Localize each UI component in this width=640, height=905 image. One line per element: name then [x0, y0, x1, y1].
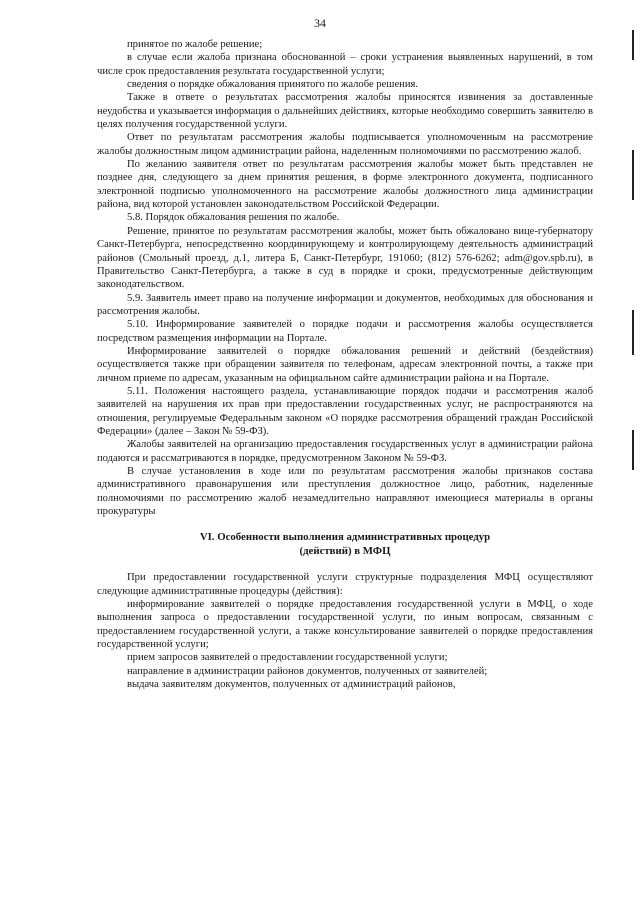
paragraph: 5.11. Положения настоящего раздела, устанавливающие порядок подачи и рассмотрения жалоб заявителей на нарушения их прав при предоставлении государственных услуг, не распространяются на отношения, регулируемые Федеральным законом «О порядке рассмотрения обращений граждан Российской Федерации» (далее – Закон № 59-ФЗ).: [97, 385, 593, 437]
paragraph: Ответ по результатам рассмотрения жалобы подписывается уполномоченным на рассмотрение жалобы должностным лицом администрации района, наделенным полномочиями по рассмотрению жалоб.: [97, 132, 593, 157]
scan-edge-mark: [632, 30, 634, 60]
paragraph: принятое по жалобе решение;: [127, 39, 263, 50]
paragraph: При предоставлении государственной услуги структурные подразделения МФЦ осуществляют следующие административные процедуры (действия):: [97, 572, 593, 597]
scan-edge-mark: [632, 310, 634, 355]
paragraph: 5.10. Информирование заявителей о порядке подачи и рассмотрения жалобы осуществляется посредством размещения информации на Портале.: [97, 319, 593, 344]
paragraph: сведения о порядке обжалования принятого по жалобе решения.: [127, 79, 419, 91]
list-item: выдача заявителям документов, полученных от администраций районов,: [127, 679, 456, 691]
section-heading-line: (действий) в МФЦ: [299, 545, 391, 558]
paragraph: Также в ответе о результатах рассмотрения жалобы приносятся извинения за доставленные неудобства и указывается информация о дальнейших действиях, которые необходимо совершить заявителю в целях получения государственной услуги.: [97, 92, 593, 131]
section-heading-line: VI. Особенности выполнения административных процедур: [199, 531, 491, 544]
list-item: направление в администрации районов документов, полученных от заявителей;: [127, 665, 488, 677]
list-item: информирование заявителей о порядке предоставления государственной услуги в МФЦ, о ходе выполнения запроса о предоставлении государственной услуги, по иным вопросам, связанным с предоставлением государственной услуги, а также консультирование заявителей о порядке предоставления государственной услуги;: [97, 599, 593, 651]
document-body: [97, 38, 593, 691]
page-number: 34: [314, 16, 326, 30]
subsection-title: 5.8. Порядок обжалования решения по жалобе.: [127, 212, 340, 224]
scan-edge-mark: [632, 430, 634, 470]
paragraph: Решение, принятое по результатам рассмотрения жалобы, может быть обжаловано вице-губернатору Санкт-Петербурга, непосредственно координирующему и контролирующему деятельность администраций районов (Смольный проезд, д.1, литера Б, Санкт-Петербург, 191060; (812) 576-6262; adm@gov.spb.ru), в Правительство Санкт-Петербурга, а также в суд в порядке и сроки, предусмотренные действующим законодательством.: [97, 225, 593, 291]
paragraph: В случае установления в ходе или по результатам рассмотрения жалобы признаков состава административного правонарушения или преступления должностное лицо, работник, наделенные полномочиями по рассмотрению жалоб незамедлительно направляют имеющиеся материалы в органы прокуратуры: [97, 466, 593, 518]
paragraph: в случае если жалоба признана обоснованной – сроки устранения выявленных нарушений, в том числе срок предоставления результата государственной услуги;: [97, 52, 593, 77]
paragraph: Жалобы заявителей на организацию предоставления государственных услуг в администрации района подаются и рассматриваются в порядке, предусмотренном Законом № 59-ФЗ.: [97, 439, 593, 464]
list-item: прием запросов заявителей о предоставлении государственной услуги;: [127, 652, 448, 664]
paragraph: Информирование заявителей о порядке обжалования решений и действий (бездействия) осуществляется также при обращении заявителя по телефонам, адресам электронной почты, а также при личном приеме по адресам, указанным на официальном сайте администрации района и на Портале.: [97, 345, 593, 384]
section-heading: [97, 530, 593, 558]
paragraph: 5.9. Заявитель имеет право на получение информации и документов, необходимых для обоснования и рассмотрения жалобы.: [97, 292, 593, 317]
paragraph: По желанию заявителя ответ по результатам рассмотрения жалобы может быть представлен не позднее дня, следующего за днем принятия решения, в форме электронного документа, подписанного электронной подписью уполномоченного на рассмотрение жалобы должностного лица администрации района, вид которой установлен законодательством Российской Федерации.: [97, 159, 593, 211]
scan-edge-mark: [632, 150, 634, 200]
